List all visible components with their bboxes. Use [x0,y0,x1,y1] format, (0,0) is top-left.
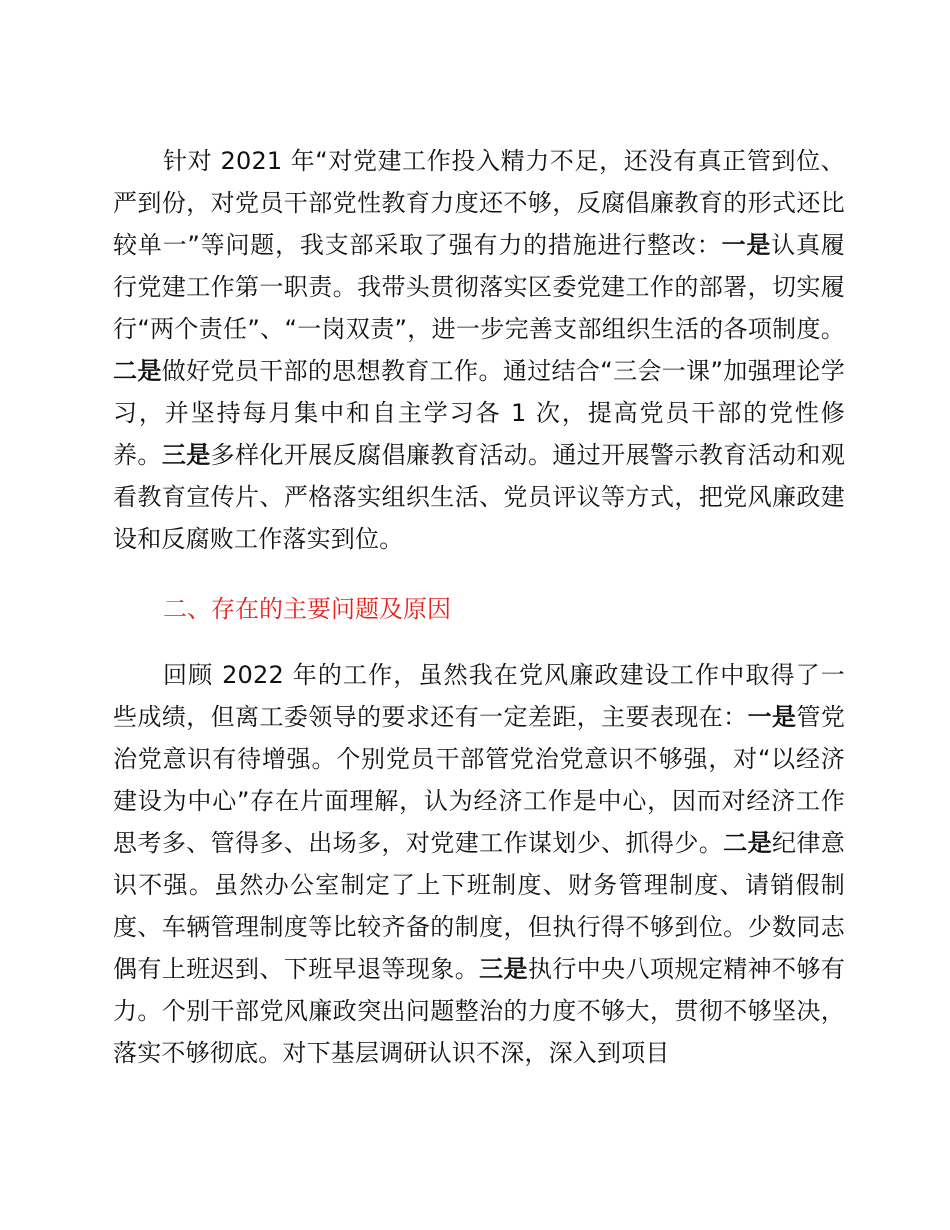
p2-text-e: 执行中央八项规定精神不够有力。个别干部党风廉政突出问题整治的力度不够大，贯彻不够坚决，落实不够彻底。对下基层调研认识不深，深入到项目 [113,955,846,1067]
p1-bold-second: 二是 [113,357,162,385]
document-body [113,140,845,1074]
p1-text-a: 针对 2021 年“对党建工作投入精力不足，还没有真正管到位、严到份，对党员干部党性教育力度还不够，反腐倡廉教育的形式还比较单一”等问题，我支部采取了强有力的措施进行整改： [113,147,845,259]
p2-bold-third: 三是 [479,955,528,983]
p1-text-d: 做好党员干部的思想教育工作。通过结合“三会一课”加强理论学习，并坚持每月集中和自主学习各 1 次，提高党员干部的党性修养。 [113,357,845,469]
p2-text-d: 纪律意识不强。虽然办公室制定了上下班制度、财务管理制度、请销假制度、车辆管理制度等比较齐备的制度，但执行得不够到位。少数同志偶有上班迟到、下班早退等现象。 [113,829,846,983]
p1-text-c: 认真履行党建工作第一职责。我带头贯彻落实区委党建工作的部署，切实履行“两个责任”、“一岗双责”，进一步完善支部组织生活的各项制度。 [113,231,845,343]
p2-text-c: 管党治党意识有待增强。个别党员干部管党治党意识不够强，对“以经济建设为中心”存在片面理解，认为经济工作是中心，因而对经济工作思考多、管得多、出场多，对党建工作谋划少、抓得少。 [113,703,846,857]
p1-text-e: 多样化开展反腐倡廉教育活动。通过开展警示教育活动和观看教育宣传片、严格落实组织生活、党员评议等方式，把党风廉政建设和反腐败工作落实到位。 [113,441,846,553]
p1-bold-third: 三是 [161,441,211,469]
p2-bold-first: 一是 [747,703,797,731]
paragraph-problems [113,654,845,1074]
p2-bold-second: 二是 [723,829,772,857]
paragraph-rectification [113,140,845,560]
section-heading-problems: 二、存在的主要问题及原因 [163,595,451,623]
p2-text-a: 回顾 2022 年的工作，虽然我在党风廉政建设工作中取得了一些成绩，但离工委领导的要求还有一定差距，主要表现在： [113,661,845,731]
p1-bold-first: 一是 [721,231,772,259]
